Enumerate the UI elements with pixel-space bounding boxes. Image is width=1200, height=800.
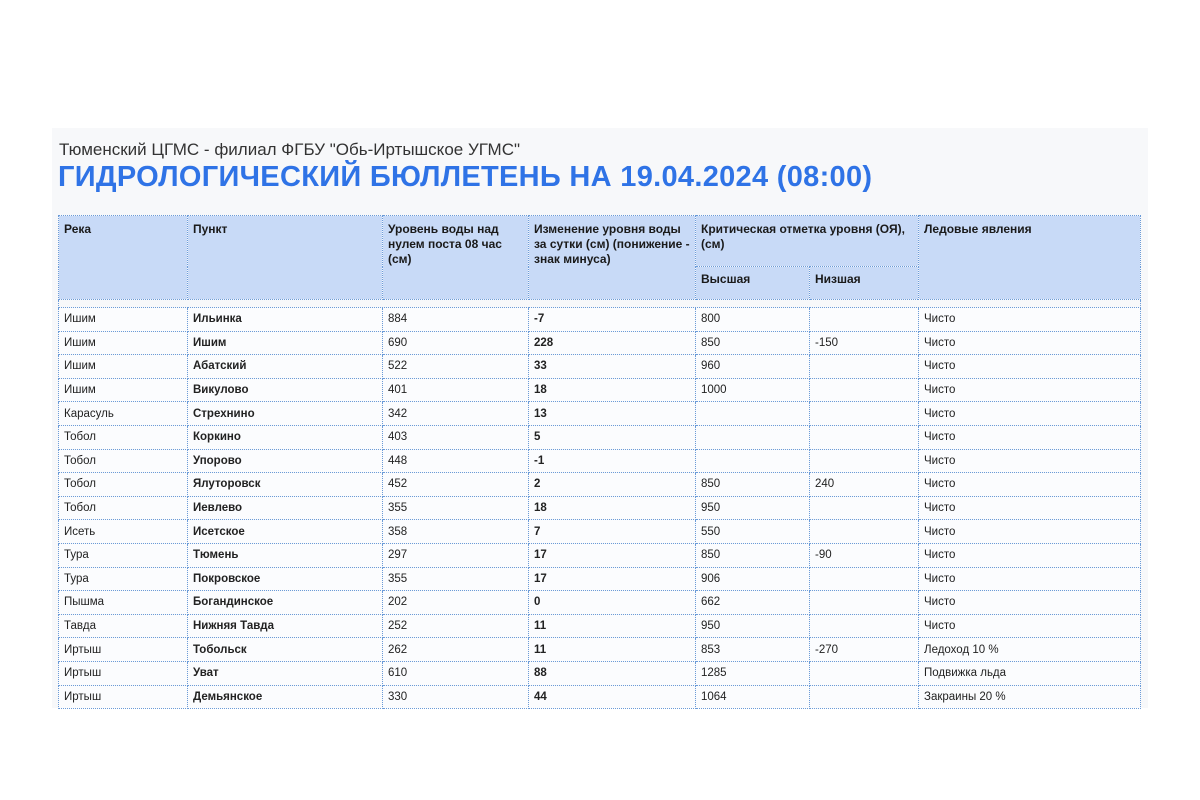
cell-river: Карасуль — [59, 402, 188, 426]
column-header-level: Уровень воды над нулем поста 08 час (см) — [383, 216, 529, 300]
table-row — [59, 543, 1141, 567]
cell-change: 5 — [529, 425, 696, 449]
cell-station: Исетское — [188, 520, 383, 544]
cell-river: Тобол — [59, 425, 188, 449]
cell-change: 18 — [529, 496, 696, 520]
cell-critical-high: 1064 — [696, 685, 810, 709]
column-header-critical-low: Низшая — [810, 267, 919, 300]
cell-critical-high: 1285 — [696, 661, 810, 685]
cell-ice: Чисто — [919, 520, 1141, 544]
cell-critical-low — [810, 614, 919, 638]
column-header-critical: Критическая отметка уровня (ОЯ), (см) — [696, 216, 919, 267]
table-row — [59, 685, 1141, 709]
cell-ice: Чисто — [919, 496, 1141, 520]
organization-subtitle: Тюменский ЦГМС - филиал ФГБУ "Обь-Иртышское УГМС" — [59, 140, 521, 159]
cell-station: Иевлево — [188, 496, 383, 520]
cell-river: Исеть — [59, 520, 188, 544]
cell-critical-high: 950 — [696, 496, 810, 520]
table-row — [59, 496, 1141, 520]
cell-critical-low: -150 — [810, 331, 919, 355]
cell-ice: Чисто — [919, 614, 1141, 638]
cell-critical-high: 550 — [696, 520, 810, 544]
cell-level: 690 — [383, 331, 529, 355]
table-row — [59, 473, 1141, 497]
cell-river: Иртыш — [59, 638, 188, 662]
cell-critical-low — [810, 425, 919, 449]
cell-station: Покровское — [188, 567, 383, 591]
column-header-critical-high: Высшая — [696, 267, 810, 300]
cell-level: 262 — [383, 638, 529, 662]
cell-level: 522 — [383, 355, 529, 379]
cell-critical-high: 662 — [696, 591, 810, 615]
cell-level: 448 — [383, 449, 529, 473]
cell-change: 228 — [529, 331, 696, 355]
cell-ice: Чисто — [919, 473, 1141, 497]
cell-critical-low — [810, 520, 919, 544]
column-header-station: Пункт — [188, 216, 383, 300]
cell-level: 202 — [383, 591, 529, 615]
cell-station: Абатский — [188, 355, 383, 379]
cell-critical-low: -90 — [810, 543, 919, 567]
cell-critical-low — [810, 591, 919, 615]
cell-change: 33 — [529, 355, 696, 379]
cell-critical-low — [810, 402, 919, 426]
cell-level: 884 — [383, 308, 529, 332]
cell-ice: Чисто — [919, 425, 1141, 449]
cell-critical-low — [810, 378, 919, 402]
cell-river: Пышма — [59, 591, 188, 615]
cell-change: 7 — [529, 520, 696, 544]
cell-station: Тюмень — [188, 543, 383, 567]
page-title: ГИДРОЛОГИЧЕСКИЙ БЮЛЛЕТЕНЬ НА 19.04.2024 (08:00) — [58, 161, 873, 193]
hydrology-table — [58, 215, 1141, 709]
cell-critical-low — [810, 355, 919, 379]
cell-river: Тобол — [59, 449, 188, 473]
cell-critical-low — [810, 661, 919, 685]
cell-station: Ялуторовск — [188, 473, 383, 497]
table-row — [59, 402, 1141, 426]
table-row — [59, 355, 1141, 379]
column-header-ice: Ледовые явления — [919, 216, 1141, 300]
cell-ice: Чисто — [919, 378, 1141, 402]
cell-change: 17 — [529, 543, 696, 567]
cell-change: 18 — [529, 378, 696, 402]
cell-station: Тобольск — [188, 638, 383, 662]
cell-level: 342 — [383, 402, 529, 426]
cell-critical-low — [810, 685, 919, 709]
cell-river: Тобол — [59, 473, 188, 497]
table-row — [59, 591, 1141, 615]
cell-station: Стрехнино — [188, 402, 383, 426]
cell-river: Ишим — [59, 308, 188, 332]
cell-critical-low — [810, 308, 919, 332]
cell-critical-low — [810, 567, 919, 591]
cell-critical-high: 850 — [696, 331, 810, 355]
table-row — [59, 567, 1141, 591]
cell-critical-low — [810, 449, 919, 473]
cell-critical-high: 906 — [696, 567, 810, 591]
cell-river: Тура — [59, 543, 188, 567]
cell-critical-high: 960 — [696, 355, 810, 379]
cell-critical-high: 1000 — [696, 378, 810, 402]
cell-river: Тавда — [59, 614, 188, 638]
cell-ice: Ледоход 10 % — [919, 638, 1141, 662]
cell-station: Богандинское — [188, 591, 383, 615]
table-row — [59, 449, 1141, 473]
cell-ice: Чисто — [919, 591, 1141, 615]
cell-change: 44 — [529, 685, 696, 709]
cell-level: 297 — [383, 543, 529, 567]
cell-river: Иртыш — [59, 661, 188, 685]
table-row — [59, 638, 1141, 662]
cell-critical-high: 850 — [696, 473, 810, 497]
table-row — [59, 308, 1141, 332]
cell-level: 610 — [383, 661, 529, 685]
table-row — [59, 614, 1141, 638]
cell-critical-low — [810, 496, 919, 520]
cell-level: 403 — [383, 425, 529, 449]
cell-river: Тобол — [59, 496, 188, 520]
cell-station: Демьянское — [188, 685, 383, 709]
cell-change: 17 — [529, 567, 696, 591]
cell-station: Коркино — [188, 425, 383, 449]
cell-ice: Чисто — [919, 308, 1141, 332]
cell-ice: Подвижка льда — [919, 661, 1141, 685]
cell-critical-high — [696, 425, 810, 449]
cell-critical-high: 950 — [696, 614, 810, 638]
table-row — [59, 425, 1141, 449]
cell-river: Тура — [59, 567, 188, 591]
cell-station: Нижняя Тавда — [188, 614, 383, 638]
cell-station: Ильинка — [188, 308, 383, 332]
cell-station: Ишим — [188, 331, 383, 355]
cell-level: 355 — [383, 496, 529, 520]
cell-change: 88 — [529, 661, 696, 685]
cell-change: 11 — [529, 614, 696, 638]
cell-river: Иртыш — [59, 685, 188, 709]
cell-critical-high: 853 — [696, 638, 810, 662]
column-header-change: Изменение уровня воды за сутки (см) (понижение - знак минуса) — [529, 216, 696, 300]
table-row — [59, 661, 1141, 685]
cell-level: 358 — [383, 520, 529, 544]
cell-ice: Чисто — [919, 402, 1141, 426]
cell-change: -7 — [529, 308, 696, 332]
cell-level: 330 — [383, 685, 529, 709]
cell-level: 401 — [383, 378, 529, 402]
cell-ice: Чисто — [919, 543, 1141, 567]
table-row — [59, 331, 1141, 355]
cell-ice: Чисто — [919, 567, 1141, 591]
cell-critical-high — [696, 402, 810, 426]
cell-station: Уват — [188, 661, 383, 685]
cell-ice: Чисто — [919, 331, 1141, 355]
cell-level: 355 — [383, 567, 529, 591]
cell-river: Ишим — [59, 331, 188, 355]
cell-critical-low: -270 — [810, 638, 919, 662]
cell-critical-low: 240 — [810, 473, 919, 497]
cell-ice: Закраины 20 % — [919, 685, 1141, 709]
cell-critical-high — [696, 449, 810, 473]
cell-change: 13 — [529, 402, 696, 426]
cell-level: 452 — [383, 473, 529, 497]
table-row — [59, 520, 1141, 544]
table-body — [59, 300, 1141, 709]
cell-river: Ишим — [59, 378, 188, 402]
cell-critical-high: 800 — [696, 308, 810, 332]
cell-station: Упорово — [188, 449, 383, 473]
cell-level: 252 — [383, 614, 529, 638]
cell-ice: Чисто — [919, 449, 1141, 473]
header-spacer — [59, 300, 1141, 308]
cell-change: 0 — [529, 591, 696, 615]
cell-river: Ишим — [59, 355, 188, 379]
cell-critical-high: 850 — [696, 543, 810, 567]
cell-station: Викулово — [188, 378, 383, 402]
cell-change: 2 — [529, 473, 696, 497]
cell-change: -1 — [529, 449, 696, 473]
column-header-river: Река — [59, 216, 188, 300]
table-row — [59, 378, 1141, 402]
cell-change: 11 — [529, 638, 696, 662]
cell-ice: Чисто — [919, 355, 1141, 379]
